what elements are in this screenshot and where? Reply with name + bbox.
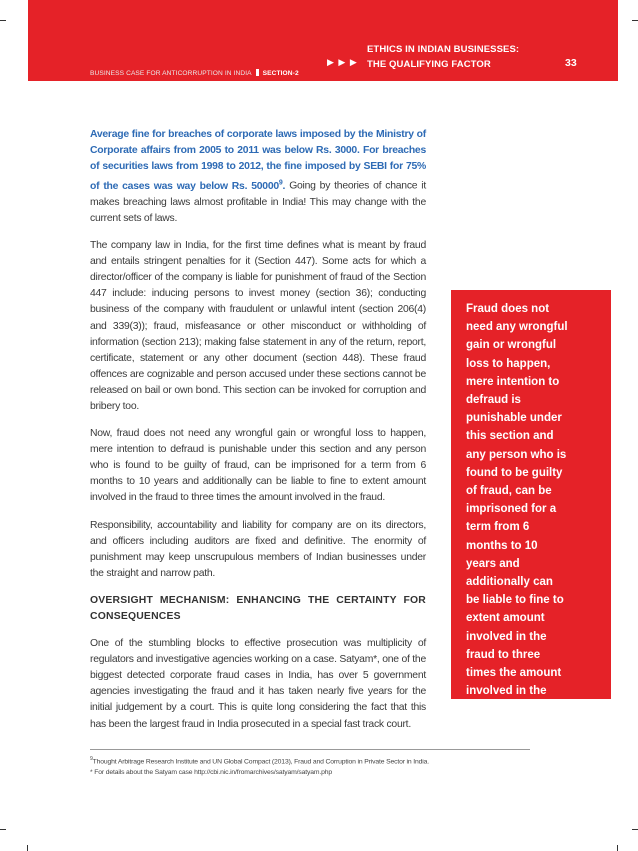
intro-rest: Going by theories of chance it makes breaching laws almost profitable in India! This may change with the current sets of laws. <box>90 180 427 224</box>
running-head-section: SECTION-2 <box>262 70 299 77</box>
pull-quote-line: involved in the <box>466 685 547 698</box>
paragraph-company-law: The company law in India, for the first time defines what is meant by fraud and entails stringent penalties for it (Section 447). Some acts for which a director/officer of the company is liable for punishment of fraud of the Section 447 include: inducing persons to invest money (section 36); conducting business of the company with fraudulent or unlawful intent (section 206(4) and 339(3)); fraud, misfeasance or other misconduct or withholding of information (section 213); making false statement in any of the return, report, certificate, statement or any other document (section 448). These fraud offences are cognizable and person accused under these sections cannot be released on bail or own bond. This section can be invoked for corruption and bribery too. <box>90 240 426 412</box>
section-heading: OVERSIGHT MECHANISM: ENHANCING THE CERTAINTY FOR CONSEQUENCES <box>90 594 426 622</box>
separator-bar <box>256 69 259 76</box>
pull-quote-line: any person who is <box>466 448 567 461</box>
paragraph-oversight: One of the stumbling blocks to effective prosecution was multiplicity of regulators and investigative agencies working on a case. Satyam*, one of the biggest detected corporate fraud cases in India, has over 5 government agencies investigating the fraud and it has taken nearly five years for the initial judgement by a court. This is quite long considering the fact that this has been the largest fraud in India prosecuted in a special fast track court. <box>90 638 426 730</box>
pull-quote-line: additionally can <box>466 576 553 589</box>
running-head-text: BUSINESS CASE FOR ANTICORRUPTION IN INDIA <box>90 70 252 77</box>
footnote-1: $^9$Thought Arbitrage Research Institute and UN Global Compact (2013), Fraud and Corruption in Private Sector in India. <box>90 756 430 766</box>
footnote-2: * For details about the Satyam case http://cbi.nic.in/fromarchives/satyam/satyam.php <box>90 768 333 776</box>
intro-paragraph <box>90 127 426 227</box>
pull-quote-line: fraud to three <box>466 648 541 661</box>
pull-quote-line: this section and <box>466 430 554 443</box>
pull-quote-line: involved in the <box>466 630 547 643</box>
pull-quote-line: punishable under <box>466 412 562 425</box>
pull-quote-line: years and <box>466 557 520 570</box>
pull-quote-line: be liable to fine to <box>466 594 564 607</box>
chapter-title-line2: THE QUALIFYING FACTOR <box>367 59 491 70</box>
pull-quote-line: need any wrongful <box>466 321 568 334</box>
footnote-ref: 9 <box>278 179 283 187</box>
paragraph-fraud-intent: Now, fraud does not need any wrongful gain or wrongful loss to happen, mere intention to defraud is punishable under this section and any person who is found to be guilty of fraud, can be imprisoned for a term from 6 months to 10 years and additionally can be liable to fine to extent amount involved in the fraud to three times the amount involved in the fraud. <box>90 428 426 504</box>
crop-mark <box>632 829 638 830</box>
main-column <box>90 127 426 744</box>
triple-arrow-icon: ▶ ▶ ▶ <box>327 57 358 67</box>
pull-quote-line: times the amount <box>466 667 562 680</box>
footnotes <box>90 754 610 778</box>
pull-quote-line: months to 10 <box>466 539 538 552</box>
pull-quote-line: loss to happen, <box>466 357 551 370</box>
chapter-title-line1: ETHICS IN INDIAN BUSINESSES: <box>367 44 520 55</box>
pull-quote-text <box>466 300 606 719</box>
footnote-divider <box>90 749 530 750</box>
pull-quote-line: of fraud, can be <box>466 485 552 498</box>
crop-mark <box>0 829 6 830</box>
pull-quote-line: extent amount <box>466 612 545 625</box>
pull-quote-line: Fraud does not <box>466 303 550 315</box>
pull-quote-line: fraud. <box>466 703 498 716</box>
paragraph-responsibility: Responsibility, accountability and liability for company are on its directors, and officers including auditors are fixed and definitive. The enormity of punishment may keep unscrupulous members of Indian businesses under the straight and narrow path. <box>90 519 426 579</box>
pull-quote-line: defraud is <box>466 394 521 407</box>
intro-highlight: Average fine for breaches of corporate laws imposed by the Ministry of Corporate affairs from 2005 to 2011 was below Rs. 3000. For breaches of securities laws from 1998 to 2012, the fine imposed by SEBI for 75% of the cases was way below Rs. 50000$^9$. <box>90 129 426 192</box>
crop-mark <box>27 845 28 851</box>
footnote-mark: 9 <box>90 756 93 762</box>
pull-quote-line: found to be guilty <box>466 466 563 479</box>
running-head <box>90 69 299 77</box>
page-number: 33 <box>565 57 577 69</box>
crop-mark <box>632 20 638 21</box>
pull-quote-line: gain or wrongful <box>466 339 557 352</box>
pull-quote-line: mere intention to <box>466 375 560 388</box>
crop-mark <box>0 20 6 21</box>
crop-mark <box>617 845 618 851</box>
pull-quote-line: term from 6 <box>466 521 530 534</box>
pull-quote-line: imprisoned for a <box>466 503 557 516</box>
